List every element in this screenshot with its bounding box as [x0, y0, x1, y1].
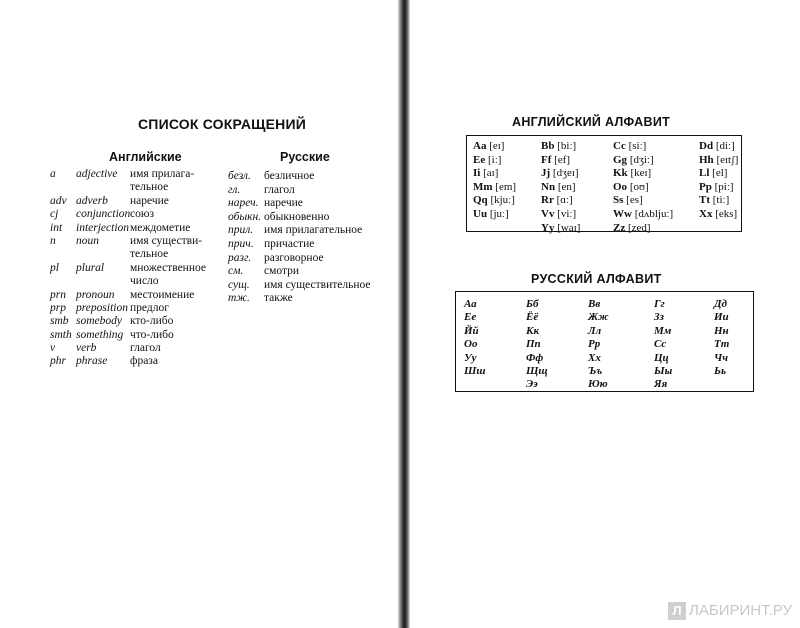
abbreviation-row: [50, 168, 230, 181]
russian-abbreviations-list: [228, 170, 398, 306]
full-word: noun: [76, 234, 99, 247]
russian-letter: Ии: [714, 311, 729, 324]
abbreviation-row: [50, 248, 230, 261]
letter: Ww: [613, 208, 632, 220]
russian-letter: Яя: [654, 378, 668, 391]
russian-letter: Щщ: [526, 365, 548, 377]
english-letter: [699, 167, 727, 179]
english-letter: [541, 181, 576, 193]
letter: Ll: [699, 167, 710, 180]
letter: Gg: [613, 153, 628, 166]
abbreviation: prn: [50, 288, 66, 301]
abbreviation-row: [228, 197, 398, 211]
russian-letter: Пп: [526, 338, 541, 351]
abbreviation-row: [228, 292, 398, 306]
transcription: [iː]: [487, 153, 502, 166]
transcription: [siː]: [628, 140, 647, 152]
full-word: something: [76, 328, 124, 341]
transcription: [es]: [626, 194, 643, 207]
full-word: plural: [76, 261, 105, 274]
abbreviation-row: [228, 224, 398, 238]
full-word: имя существительное: [264, 278, 371, 291]
translation: кто-либо: [130, 315, 174, 328]
letter: Jj: [541, 167, 551, 180]
transcription: [aɪ]: [483, 167, 499, 180]
right-page: [410, 0, 800, 628]
russian-letter: Юю: [588, 378, 608, 391]
letter: Xx: [699, 208, 713, 220]
abbreviation: pl: [50, 261, 59, 274]
full-word: preposition: [76, 301, 128, 314]
watermark-text: ЛАБИРИНТ.РУ: [689, 601, 792, 619]
abbreviation: обыкн.: [228, 210, 262, 223]
letter: Rr: [541, 194, 554, 207]
russian-letter: Тт: [714, 338, 730, 351]
abbreviation: n: [50, 234, 56, 247]
abbreviation: prp: [50, 301, 66, 314]
full-word: phrase: [76, 355, 108, 368]
letter: Tt: [699, 194, 710, 207]
english-letter: [541, 140, 576, 152]
english-letter: [541, 167, 579, 179]
letter: Cc: [613, 140, 626, 152]
translation: что-либо: [130, 328, 174, 341]
english-letter: [473, 194, 515, 206]
letter: Qq: [473, 194, 488, 207]
abbreviation-row: [50, 315, 230, 328]
full-word: разговорное: [264, 251, 324, 264]
abbreviation-row: [50, 329, 230, 342]
transcription: [el]: [712, 167, 728, 180]
russian-letter: Зз: [654, 311, 664, 324]
abbreviation: v: [50, 342, 56, 355]
english-abbreviations-list: [50, 168, 230, 369]
english-heading: Английские: [109, 150, 182, 164]
transcription: [eks]: [715, 208, 738, 220]
translation: предлог: [130, 301, 169, 314]
full-word: причастие: [264, 237, 315, 250]
transcription: [keɪ]: [630, 167, 652, 180]
watermark: [668, 602, 792, 620]
translation: имя прилага-: [130, 168, 195, 180]
abbreviation-row: [228, 211, 398, 225]
translation: множественное: [130, 261, 206, 274]
letter: Oo: [613, 180, 628, 193]
abbreviation-row: [50, 342, 230, 355]
letter: Uu: [473, 208, 488, 220]
abbreviation-row: [50, 222, 230, 235]
english-letter: [699, 194, 729, 206]
translation: тельное: [130, 181, 169, 194]
english-letter: [473, 154, 501, 166]
left-page: [0, 0, 398, 628]
abbreviation-row: [50, 302, 230, 315]
russian-letter: Хх: [588, 351, 601, 364]
full-word: глагол: [264, 183, 295, 196]
full-word: также: [264, 292, 293, 305]
russian-letter: Ыы: [654, 365, 673, 377]
abbreviation: см.: [228, 265, 244, 278]
russian-letter: Сс: [654, 338, 667, 351]
russian-letter: Бб: [526, 298, 539, 310]
english-letter: [473, 140, 504, 152]
abbreviation: smb: [50, 315, 69, 328]
abbreviation-row: [50, 208, 230, 221]
russian-letter: Ьь: [714, 365, 726, 377]
translation: фраза: [130, 355, 158, 368]
russian-letter: Гг: [654, 298, 665, 310]
book-gutter: [398, 0, 410, 628]
full-word: pronoun: [76, 288, 115, 301]
transcription: [dʒiː]: [629, 153, 654, 166]
translation: наречие: [130, 194, 169, 207]
abbreviation: a: [50, 168, 56, 180]
russian-letter: Ёё: [526, 311, 539, 324]
letter: Kk: [613, 167, 628, 180]
full-word: безличное: [264, 170, 315, 182]
transcription: [biː]: [557, 140, 577, 152]
letter: Nn: [541, 180, 556, 193]
transcription: [piː]: [714, 180, 734, 193]
full-word: verb: [76, 342, 97, 355]
transcription: [eɪtʃ]: [716, 153, 739, 166]
english-letter: [541, 194, 573, 206]
russian-letter: Ее: [464, 311, 477, 324]
english-letter: [473, 208, 509, 220]
russian-letter: Дд: [714, 298, 727, 310]
abbreviation: adv: [50, 194, 67, 207]
full-word: interjection: [76, 221, 130, 234]
full-word: adjective: [76, 168, 118, 180]
transcription: [waɪ]: [557, 221, 581, 234]
abbreviation: smth: [50, 328, 72, 341]
translation: местоимение: [130, 288, 195, 301]
full-word: adverb: [76, 194, 108, 207]
english-letter: [613, 194, 643, 206]
russian-heading: Русские: [280, 150, 330, 164]
abbreviation-row: [228, 170, 398, 184]
abbreviation-row: [50, 235, 230, 248]
russian-letter: Шш: [464, 365, 486, 377]
translation: тельное: [130, 248, 169, 261]
english-letter: [541, 222, 580, 234]
abbreviation-row: [50, 289, 230, 302]
russian-letter: Чч: [714, 351, 729, 364]
full-word: смотри: [264, 265, 300, 278]
transcription: [zed]: [627, 221, 651, 234]
letter: Vv: [541, 208, 555, 220]
abbreviation: нареч.: [228, 197, 259, 210]
english-letter: [613, 181, 649, 193]
abbreviation: прич.: [228, 237, 254, 250]
english-alphabet-box: [466, 135, 742, 232]
english-letter: [699, 208, 737, 220]
abbreviation-row: [50, 275, 230, 288]
english-alphabet-title: АНГЛИЙСКИЙ АЛФАВИТ: [512, 115, 671, 129]
abbreviation-row: [228, 265, 398, 279]
transcription: [viː]: [557, 208, 577, 220]
english-letter: [613, 167, 651, 179]
russian-letter: Нн: [714, 324, 729, 337]
abbreviation: гл.: [228, 183, 241, 196]
labirint-logo-icon: Л: [668, 602, 686, 620]
letter: Bb: [541, 140, 555, 152]
translation: союз: [130, 208, 154, 221]
abbreviation: прил.: [228, 224, 254, 237]
translation: число: [130, 275, 159, 288]
abbreviation: phr: [50, 355, 66, 368]
letter: Ii: [473, 167, 481, 180]
abbreviation-row: [50, 355, 230, 368]
transcription: [en]: [557, 180, 576, 193]
transcription: [oʊ]: [629, 180, 649, 193]
english-letter: [699, 154, 738, 166]
russian-letter: Кк: [526, 324, 540, 337]
abbreviation-row: [50, 195, 230, 208]
english-letter: [613, 154, 654, 166]
full-word: обыкновенно: [264, 210, 330, 223]
transcription: [eɪ]: [489, 140, 505, 152]
english-letter: [699, 140, 735, 152]
transcription: [tiː]: [712, 194, 730, 207]
letter: Mm: [473, 180, 493, 193]
russian-letter: Жж: [588, 311, 609, 324]
abbreviation-row: [50, 262, 230, 275]
russian-letter: Оо: [464, 338, 478, 351]
translation: имя существи-: [130, 234, 203, 247]
russian-letter: Цц: [654, 351, 669, 364]
full-word: conjunction: [76, 208, 131, 221]
abbreviations-title: СПИСОК СОКРАЩЕНИЙ: [138, 116, 306, 132]
translation: глагол: [130, 342, 161, 355]
transcription: [dʒeɪ]: [552, 167, 579, 180]
english-letter: [613, 222, 651, 234]
russian-letter: Йй: [464, 324, 479, 337]
letter: Pp: [699, 180, 712, 193]
russian-letter: Лл: [588, 324, 602, 337]
russian-alphabet-title: РУССКИЙ АЛФАВИТ: [531, 272, 662, 286]
english-letter: [699, 181, 734, 193]
letter: Aa: [473, 140, 487, 152]
letter: Dd: [699, 140, 714, 152]
full-word: имя прилагательное: [264, 224, 363, 237]
letter: Ff: [541, 153, 552, 166]
english-letter: [613, 140, 646, 152]
abbreviation-row: [228, 252, 398, 266]
letter: Ee: [473, 153, 486, 166]
full-word: somebody: [76, 315, 122, 328]
russian-letter: Вв: [588, 298, 601, 310]
transcription: [diː]: [715, 140, 735, 152]
russian-letter: Ээ: [526, 378, 538, 391]
russian-letter: Фф: [526, 351, 544, 364]
russian-letter: Уу: [464, 351, 477, 364]
transcription: [ef]: [554, 153, 571, 166]
transcription: [ɑː]: [556, 194, 573, 207]
abbreviation-row: [228, 184, 398, 198]
abbreviation-row: [228, 238, 398, 252]
russian-letter: Рр: [588, 338, 601, 351]
russian-letter: Аа: [464, 298, 477, 310]
transcription: [em]: [495, 180, 517, 193]
letter: Ss: [613, 194, 624, 207]
abbreviation: int: [50, 221, 63, 234]
transcription: [kjuː]: [490, 194, 515, 207]
transcription: [juː]: [489, 208, 509, 220]
full-word: наречие: [264, 197, 303, 210]
abbreviation-row: [228, 279, 398, 293]
abbreviation: сущ.: [228, 278, 250, 291]
abbreviation: cj: [50, 208, 59, 221]
english-letter: [541, 154, 570, 166]
letter: Yy: [541, 221, 555, 234]
abbreviation: безл.: [228, 170, 251, 182]
abbreviation: разг.: [228, 251, 252, 264]
letter: Hh: [699, 153, 714, 166]
russian-alphabet-box: [455, 291, 754, 392]
english-letter: [473, 167, 498, 179]
translation: междометие: [130, 221, 191, 234]
english-letter: [473, 181, 516, 193]
english-letter: [541, 208, 576, 220]
russian-letter: Ъъ: [588, 365, 603, 377]
transcription: [dʌbljuː]: [634, 208, 674, 220]
abbreviation-row: [50, 181, 230, 194]
abbreviation: тж.: [228, 292, 250, 305]
russian-letter: Мм: [654, 324, 672, 337]
english-letter: [613, 208, 673, 220]
letter: Zz: [613, 221, 626, 234]
